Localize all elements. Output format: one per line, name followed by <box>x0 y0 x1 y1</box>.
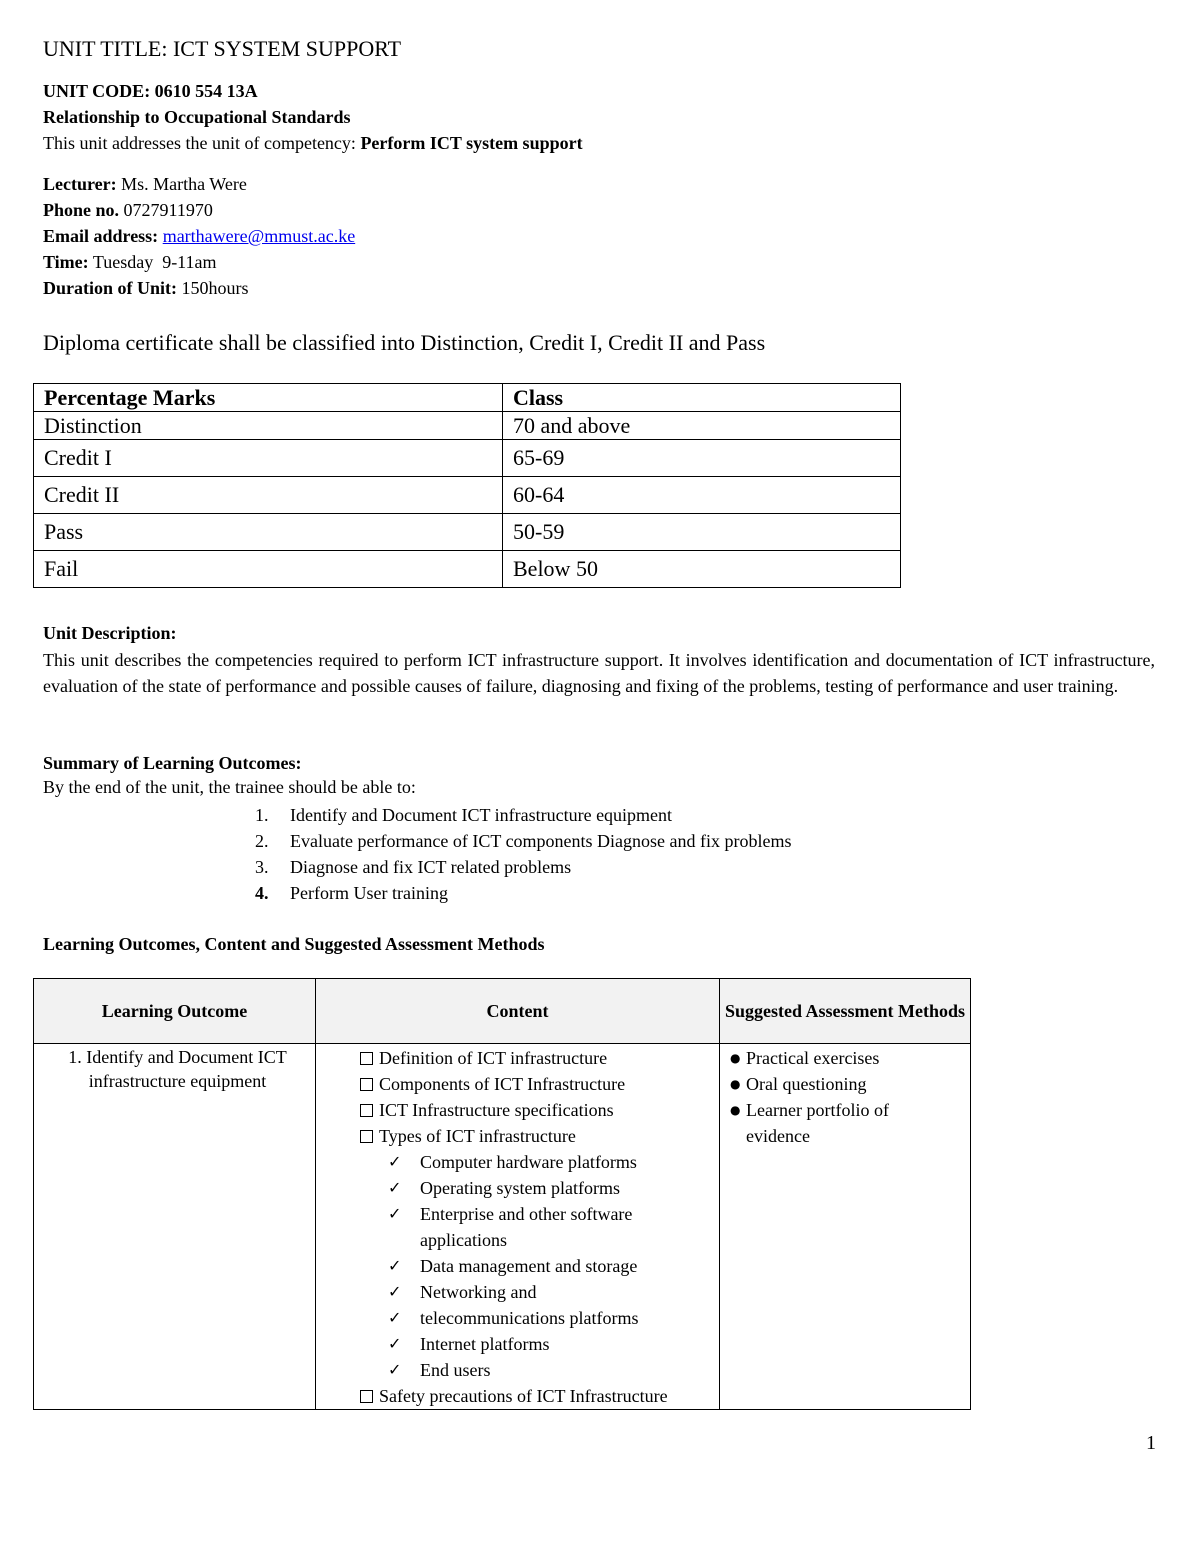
unit-description-heading: Unit Description: <box>43 623 177 643</box>
checkmark-icon: ✓ <box>388 1152 402 1171</box>
competency-name: Perform ICT system support <box>360 133 583 153</box>
outcome-text: 1. Identify and Document ICT infrastructure equipment <box>68 1047 287 1091</box>
unit-code: UNIT CODE: 0610 554 13A <box>43 81 258 101</box>
outcomes-list <box>255 802 792 906</box>
email-label: Email address: <box>43 226 159 246</box>
checkmark-icon: ✓ <box>388 1282 402 1301</box>
content-item: Types of ICT infrastructure <box>360 1123 719 1149</box>
list-item: ✓ End users <box>388 1357 719 1383</box>
lo-header-outcome: Learning Outcome <box>34 979 316 1044</box>
marks-cell: Distinction <box>34 412 503 440</box>
duration-line <box>43 278 249 299</box>
duration-label: Duration of Unit: <box>43 278 177 298</box>
checkbox-icon <box>360 1104 373 1117</box>
lecturer-value: Ms. Martha Were <box>116 174 247 194</box>
list-item: ● Learner portfolio of evidence <box>730 1097 962 1149</box>
page-number: 1 <box>1146 1432 1156 1454</box>
table-row <box>34 440 901 477</box>
list-item: ✓ Computer hardware platforms <box>388 1149 719 1175</box>
list-item: ✓ Data management and storage <box>388 1253 719 1279</box>
summary-intro: By the end of the unit, the trainee should be able to: <box>43 777 416 797</box>
content-cell <box>316 1044 720 1410</box>
list-item: ✓ telecommunications platforms <box>388 1305 719 1331</box>
relationship-heading: Relationship to Occupational Standards <box>43 107 351 127</box>
assessment-cell <box>720 1044 971 1410</box>
duration-value: 150hours <box>177 278 249 298</box>
list-item <box>255 854 792 880</box>
marks-cell: 65-69 <box>503 440 901 477</box>
phone-label: Phone no. <box>43 200 120 220</box>
unit-title: UNIT TITLE: ICT SYSTEM SUPPORT <box>43 36 402 61</box>
time-value: Tuesday 9-11am <box>88 252 217 272</box>
lo-header-content: Content <box>316 979 720 1044</box>
outcome-text: Perform User training <box>290 883 448 903</box>
marks-table <box>33 383 901 588</box>
outcome-number: 4. <box>255 883 269 903</box>
list-item: ✓ Internet platforms <box>388 1331 719 1357</box>
content-item: Definition of ICT infrastructure <box>360 1045 719 1071</box>
bullet-icon: ● <box>730 1077 741 1091</box>
learning-outcomes-table <box>33 978 971 1410</box>
marks-cell: 70 and above <box>503 412 901 440</box>
marks-cell: Credit I <box>34 440 503 477</box>
infrastructure-types-list <box>316 1149 719 1383</box>
outcome-number: 3. <box>255 857 269 877</box>
checkmark-icon: ✓ <box>388 1256 402 1275</box>
time-label: Time: <box>43 252 89 272</box>
checkmark-icon: ✓ <box>388 1334 402 1353</box>
outcome-cell <box>34 1044 316 1410</box>
list-item <box>255 802 792 828</box>
table-row <box>34 551 901 588</box>
lecturer-line <box>43 174 247 195</box>
list-item: ● Oral questioning <box>730 1071 962 1097</box>
classification-text: Diploma certificate shall be classified into Distinction, Credit I, Credit II and Pass <box>43 330 766 355</box>
list-item <box>255 880 792 906</box>
marks-cell: 50-59 <box>503 514 901 551</box>
lecturer-label: Lecturer: <box>43 174 117 194</box>
outcome-text: Diagnose and fix ICT related problems <box>290 857 572 877</box>
marks-cell: 60-64 <box>503 477 901 514</box>
lo-heading: Learning Outcomes, Content and Suggested Assessment Methods <box>43 934 545 954</box>
email-link[interactable]: marthawere@mmust.ac.ke <box>162 226 356 246</box>
list-item: ✓ Operating system platforms <box>388 1175 719 1201</box>
list-item <box>255 828 792 854</box>
checkbox-icon <box>360 1078 373 1091</box>
table-row <box>34 412 901 440</box>
lo-header-assessment: Suggested Assessment Methods <box>720 979 971 1044</box>
list-item: ✓ Networking and <box>388 1279 719 1305</box>
phone-line <box>43 200 213 221</box>
marks-cell: Below 50 <box>503 551 901 588</box>
phone-value: 0727911970 <box>119 200 213 220</box>
checkbox-icon <box>360 1130 373 1143</box>
table-row <box>34 477 901 514</box>
marks-header-percentage: Percentage Marks <box>34 384 503 412</box>
bullet-icon: ● <box>730 1051 741 1065</box>
checkmark-icon: ✓ <box>388 1204 402 1223</box>
email-line <box>43 226 355 247</box>
marks-header-class: Class <box>503 384 901 412</box>
checkbox-icon <box>360 1390 373 1403</box>
outcome-text: Evaluate performance of ICT components Diagnose and fix problems <box>290 831 792 851</box>
marks-cell: Credit II <box>34 477 503 514</box>
list-item: ● Practical exercises <box>730 1045 962 1071</box>
checkbox-icon <box>360 1052 373 1065</box>
competency-line <box>43 133 583 154</box>
bullet-icon: ● <box>730 1103 741 1117</box>
competency-prefix: This unit addresses the unit of competency: <box>43 133 361 153</box>
list-item: ✓ Enterprise and other software applications <box>388 1201 719 1253</box>
content-item: ICT Infrastructure specifications <box>360 1097 719 1123</box>
table-row <box>34 1044 971 1410</box>
checkmark-icon: ✓ <box>388 1360 402 1379</box>
time-line <box>43 252 217 273</box>
outcome-number: 1. <box>255 805 269 825</box>
marks-cell: Fail <box>34 551 503 588</box>
unit-description-text: This unit describes the competencies required to perform ICT infrastructure support. It involves identification and documentation of ICT infrastructure, evaluation of the state of performance and possible causes of failure, diagnosing and fixing of the problems, testing of performance and user training. <box>43 650 1155 696</box>
checkmark-icon: ✓ <box>388 1308 402 1327</box>
checkmark-icon: ✓ <box>388 1178 402 1197</box>
content-item: Safety precautions of ICT Infrastructure <box>360 1383 719 1409</box>
outcome-text: Identify and Document ICT infrastructure equipment <box>290 805 673 825</box>
content-item: Components of ICT Infrastructure <box>360 1071 719 1097</box>
summary-heading: Summary of Learning Outcomes: <box>43 753 302 773</box>
table-row <box>34 514 901 551</box>
marks-cell: Pass <box>34 514 503 551</box>
outcome-number: 2. <box>255 831 269 851</box>
